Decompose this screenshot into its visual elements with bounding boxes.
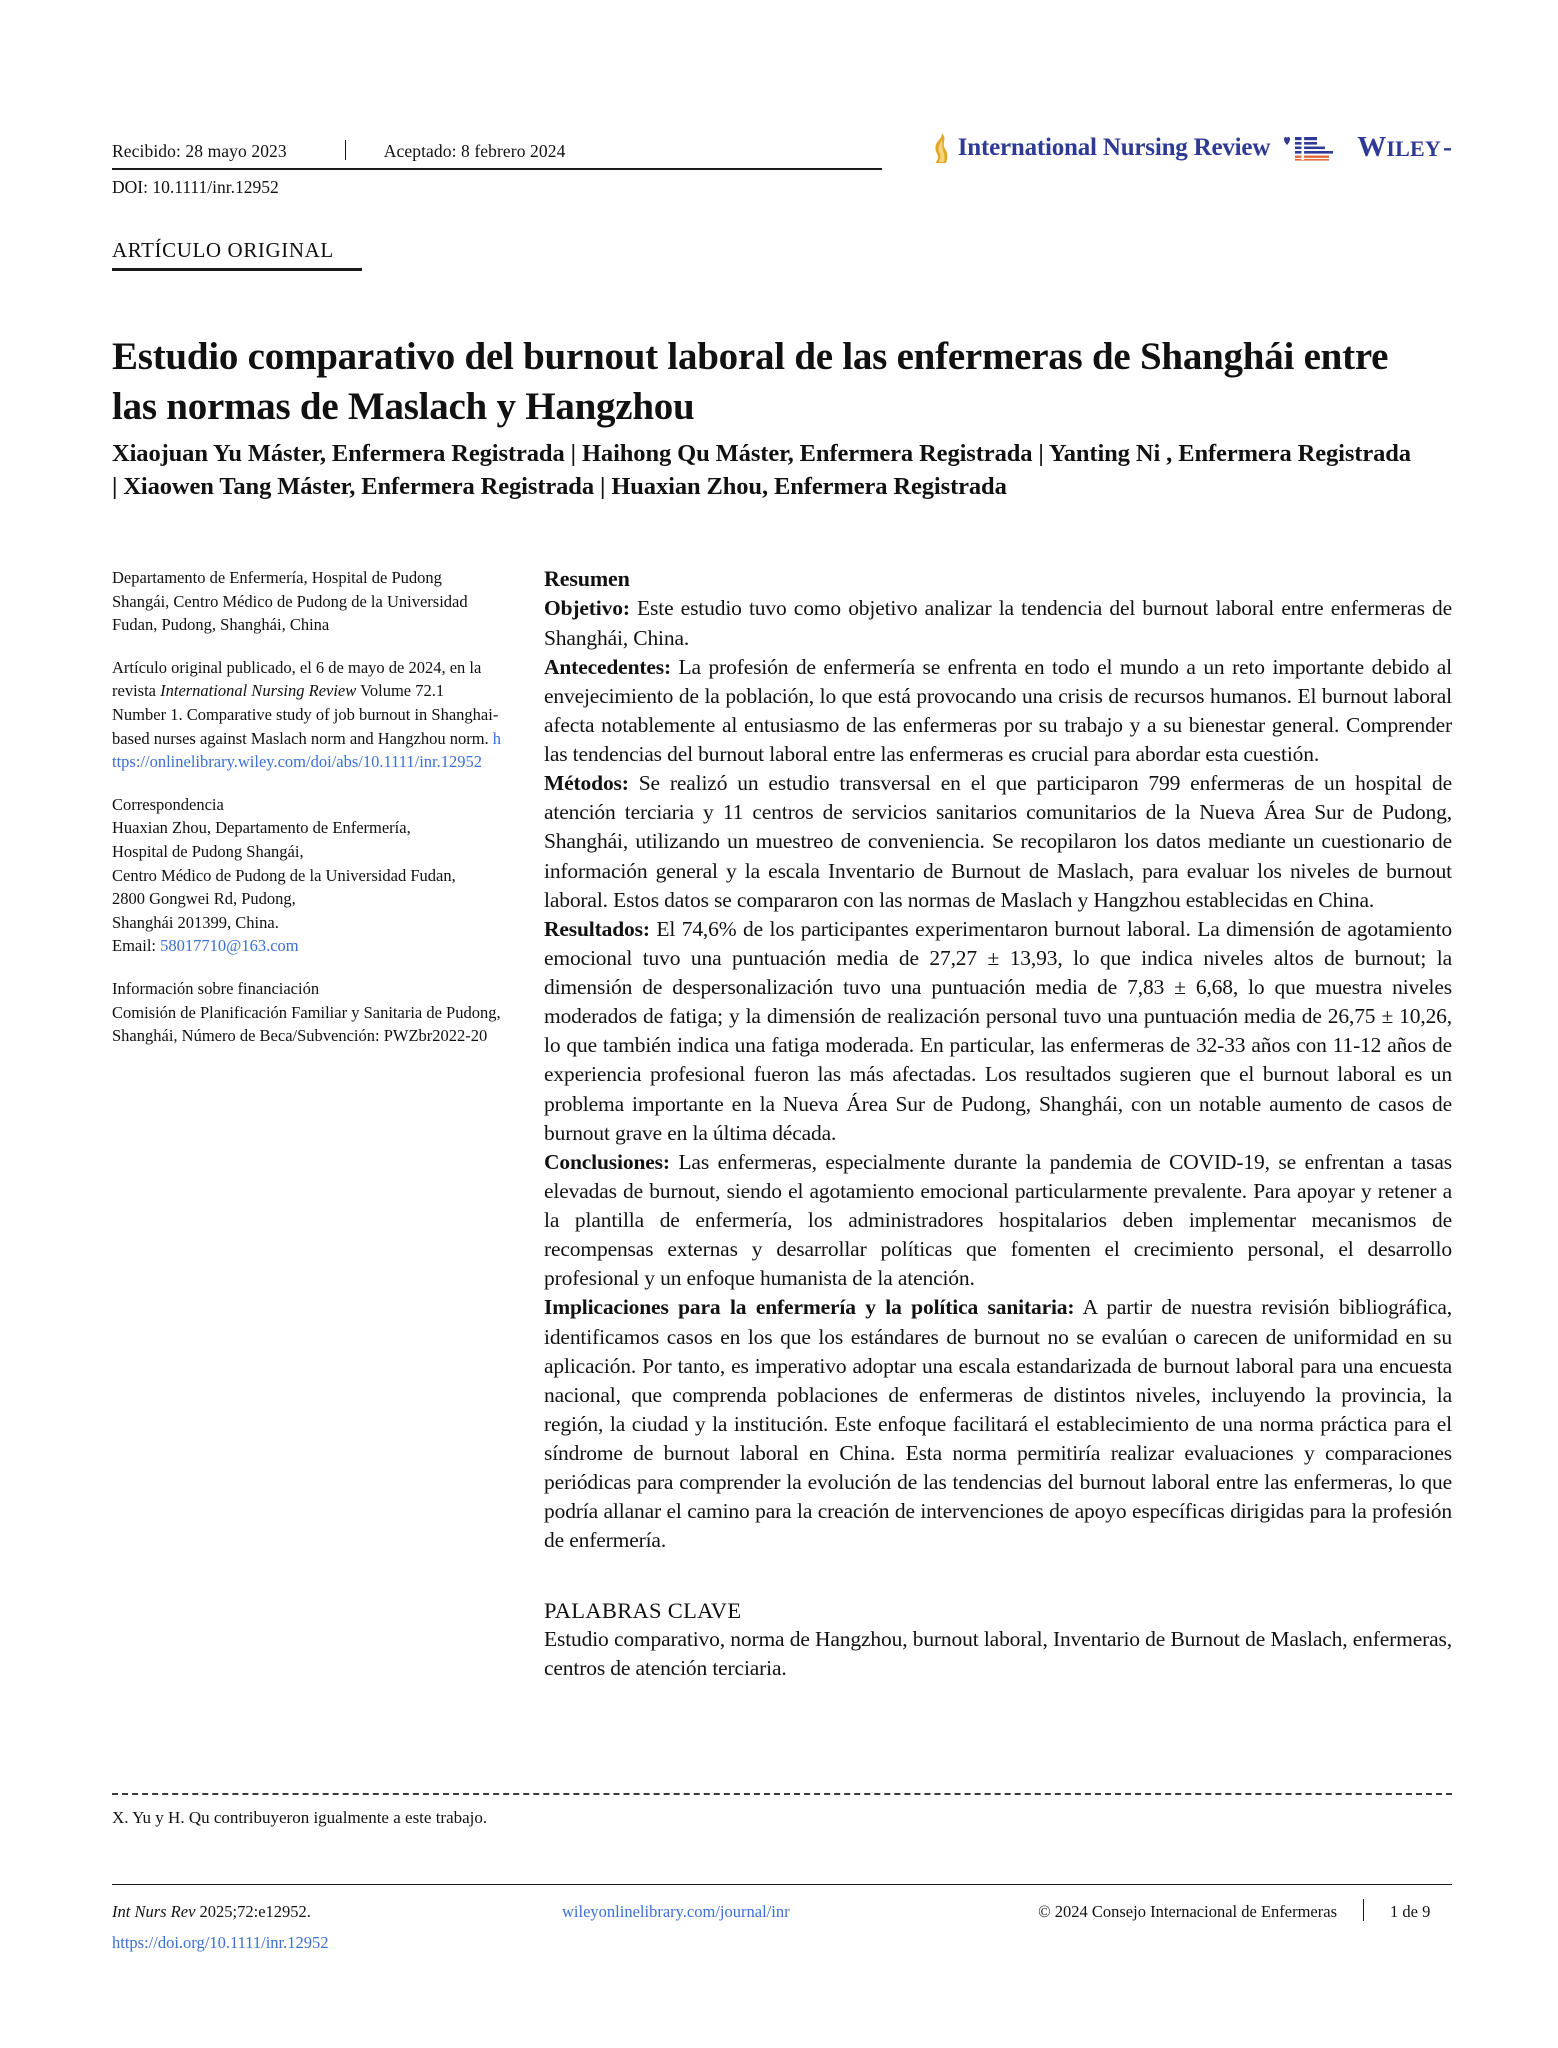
abstract-section-implicaciones (544, 1293, 1452, 1555)
email-link[interactable]: 58017710@163.com (160, 936, 299, 956)
publisher-dash: - (1443, 132, 1452, 162)
section-label: Antecedentes: (544, 654, 672, 679)
page-footer (112, 1884, 1452, 1953)
accepted-date: Aceptado: 8 febrero 2024 (383, 141, 566, 161)
footer-row (112, 1895, 1452, 1922)
header-top-row (112, 128, 1452, 162)
section-label: Conclusiones: (544, 1149, 670, 1174)
journal-name: International Nursing Review (957, 133, 1271, 161)
footer-doi (112, 1933, 1452, 1953)
footer-citation (112, 1902, 562, 1922)
footnote-divider (112, 1793, 1452, 1795)
abstract-section-metodos (544, 769, 1452, 915)
affiliation-text: Departamento de Enfermería, Hospital de Pudong Shangái, Centro Médico de Pudong de la Universidad Fudan, Pudong, Shanghái, China (112, 568, 468, 635)
section-label: Implicaciones para la enfermería y la política sanitaria: (544, 1295, 1075, 1320)
funding-text: Comisión de Planificación Familiar y Sanitaria de Pudong, Shanghái, Número de Beca/Subvención: PWZbr2022-20 (112, 1002, 501, 1046)
section-text: Este estudio tuvo como objetivo analizar la tendencia del burnout laboral entre enfermeras de Shanghái, China. (544, 596, 1452, 650)
abstract-section-resultados (544, 915, 1452, 1148)
correspondence-line: 2800 Gongwei Rd, Pudong, (112, 889, 296, 909)
section-text: Se realizó un estudio transversal en el que participaron 799 enfermeras de un hospital de atención terciaria y 11 centros de servicios sanitarios comunitarios de la Nueva Área Sur de Pudong, Shanghái, utilizando un muestreo de conveniencia. Se recopilaron los datos mediante un cuestionario de información general y la escala Inventario de Burnout de Maslach, para evaluar los niveles de burnout laboral. Estos datos se compararon con las normas de Maslach y Hangzhou establecidas en China. (544, 771, 1452, 912)
correspondence-line: Shanghái 201399, China. (112, 912, 279, 932)
affiliation-block (112, 566, 502, 637)
footer-divider (112, 1884, 1452, 1885)
correspondence-block (112, 793, 502, 958)
citation-journal: Int Nurs Rev (112, 1902, 196, 1921)
section-label: Métodos: (544, 771, 629, 796)
footer-right (892, 1895, 1452, 1922)
article-type-block (112, 238, 362, 271)
abstract-section-antecedentes (544, 653, 1452, 770)
correspondence-label: Correspondencia (112, 794, 224, 814)
abstract-section-objetivo (544, 594, 1452, 652)
page-title: Estudio comparativo del burnout laboral de las enfermeras de Shanghái entre las normas de Maslach y Hangzhou (112, 335, 1389, 429)
correspondence-line: Hospital de Pudong Shangái, (112, 841, 304, 861)
footnote-text: X. Yu y H. Qu contribuyeron igualmente a este trabajo. (112, 1808, 488, 1827)
keywords-heading: PALABRAS CLAVE (544, 1597, 742, 1623)
original-publication-block (112, 656, 502, 774)
original-pub-suffix: Volume 72.1 Number 1. Comparative study of job burnout in Shanghai-based nurses against Maslach norm and Hangzhou norm. (112, 681, 499, 748)
abstract-column (544, 566, 1452, 1683)
correspondence-email (112, 934, 502, 958)
citation-rest: 2025;72:e12952. (195, 1902, 311, 1921)
doi-link[interactable]: https://doi.org/10.1111/inr.12952 (112, 1933, 329, 1952)
footer-divider-bar (1363, 1899, 1364, 1921)
funding-block (112, 977, 502, 1048)
correspondence-line: Centro Médico de Pudong de la Universidad Fudan, (112, 865, 456, 885)
publisher-name: WILEY (1357, 131, 1441, 163)
copyright-text: © 2024 Consejo Internacional de Enfermeras (1038, 1902, 1337, 1921)
abstract-section-conclusiones (544, 1148, 1452, 1294)
author-list: Xiaojuan Yu Máster, Enfermera Registrada | Haihong Qu Máster, Enfermera Registrada | Yanting Ni , Enfermera Registrada | Xiaowen Tang Máster, Enfermera Registrada | Huaxian Zhou, Enfermera Registrada (112, 440, 1411, 500)
page-number: 1 de 9 (1390, 1902, 1431, 1921)
submission-dates (112, 137, 565, 162)
journal-url-link[interactable]: wileyonlinelibrary.com/journal/inr (562, 1902, 790, 1921)
original-pub-link[interactable]: https://onlinelibrary.wiley.com/doi/abs/10.1111/inr.12952 (112, 728, 502, 772)
section-label: Objetivo: (544, 596, 630, 621)
keywords-text: Estudio comparativo, norma de Hangzhou, burnout laboral, Inventario de Burnout de Maslach, enfermeras, centros de atención terciaria. (544, 1626, 1452, 1680)
section-label: Resultados: (544, 916, 650, 941)
original-pub-journal: International Nursing Review (160, 681, 357, 701)
abstract-heading: Resumen (544, 566, 630, 591)
body-columns (112, 566, 1452, 1683)
metadata-sidebar (112, 566, 502, 1048)
doi-line: DOI: 10.1111/inr.12952 (112, 177, 279, 197)
correspondence-line: Huaxian Zhou, Departamento de Enfermería, (112, 818, 411, 838)
article-type-rule (112, 268, 362, 271)
funding-label: Información sobre financiación (112, 978, 320, 998)
original-pub-prefix: Artículo original publicado, el 6 de mayo de 2024, en la revista (112, 657, 482, 701)
journal-brand (931, 131, 1452, 164)
article-type-label: ARTÍCULO ORIGINAL (112, 238, 334, 262)
footnote-block (112, 1793, 1452, 1828)
section-text: La profesión de enfermería se enfrenta en todo el mundo a un reto importante debido al envejecimiento de la población, lo que está provocando una crisis de recursos humanos. El burnout laboral afecta notablemente al entusiasmo de las enfermeras por su trabajo y a su bienestar general. Comprender las tendencias del burnout laboral entre las enfermeras es crucial para abordar esta cuestión. (544, 654, 1452, 767)
section-text: A partir de nuestra revisión bibliográfica, identificamos casos en los que los estándares de burnout no se evalúan o carecen de uniformidad en su aplicación. Por tanto, es imperativo adoptar una escala estandarizada de burnout laboral para una encuesta nacional, que comprenda poblaciones de enfermeras de distintos niveles, incluyendo la provincia, la región, la ciudad y la institución. Este enfoque facilitará el establecimiento de una norma práctica para el síndrome de burnout laboral en China. Esta norma permitiría realizar evaluaciones y comparaciones periódicas para comprender la evolución de las tendencias del burnout laboral entre las enfermeras, lo que podría allanar el camino para la creación de intervenciones de apoyo específicas dirigidas para la profesión de enfermería. (544, 1295, 1452, 1553)
section-text: El 74,6% de los participantes experimentaron burnout laboral. La dimensión de agotamiento emocional tuvo una puntuación media de 27,27 ± 13,93, lo que indica niveles altos de burnout; la dimensión de despersonalización tuvo una puntuación media de 7,83 ± 6,68, lo que muestra niveles moderados de fatiga; y la dimensión de realización personal tuvo una puntuación media de 26,75 ± 10,26, lo que también indica una fatiga moderada. En particular, las enfermeras de 32-33 años con 11-12 años de experiencia profesional fueron las más afectadas. Los resultados sugieren que el burnout laboral es un problema importante en la Nueva Área Sur de Pudong, Shanghái, con un notable aumento de casos de burnout grave en la última década. (544, 916, 1452, 1145)
date-divider (345, 140, 346, 160)
received-date: Recibido: 28 mayo 2023 (112, 141, 287, 161)
section-text: Las enfermeras, especialmente durante la pandemia de COVID-19, se enfrentan a tasas elevadas de burnout, siendo el agotamiento emocional particularmente prevalente. Para apoyar y retener a la plantilla de enfermería, los administradores hospitalarios deben implementar mecanismos de recompensas externas y desarrollar políticas que fomenten el crecimiento personal, el desarrollo profesional y un enfoque humanista de la atención. (544, 1149, 1452, 1291)
page-header (112, 128, 1452, 198)
footer-journal-url (562, 1902, 892, 1922)
flame-icon (931, 133, 958, 163)
icn-logo-icon (1281, 133, 1345, 163)
email-label: Email: (112, 936, 161, 956)
header-rule (112, 168, 882, 170)
